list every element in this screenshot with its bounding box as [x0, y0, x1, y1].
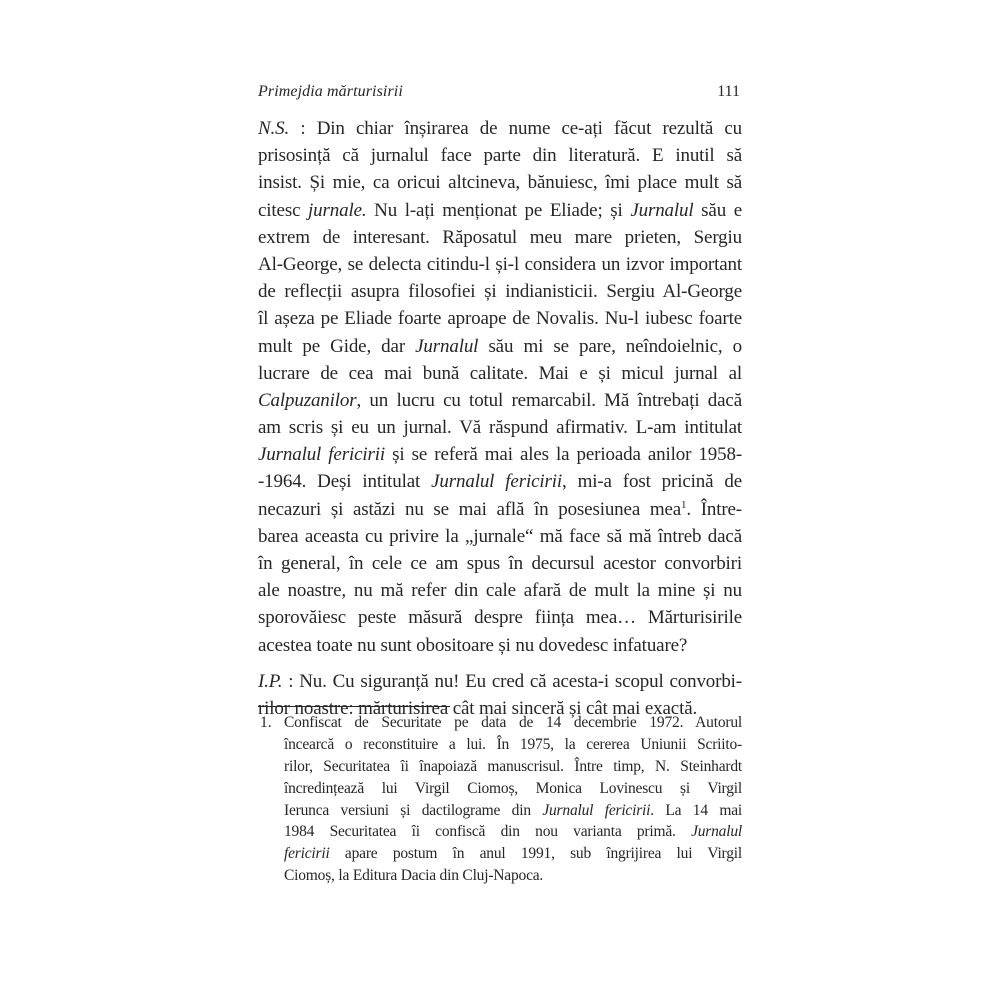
text-span: . Între- [686, 498, 742, 520]
text-span: citesc [258, 199, 309, 221]
footnote-line [284, 712, 742, 734]
text-line [258, 387, 742, 414]
text-span: . La 14 mai [650, 801, 742, 819]
text-span: rilor, Securitatea îi înapoiază manuscrisul. Între timp, N. Steinhardt [284, 757, 742, 775]
text-span: , un lucru cu totul remarcabil. Mă întrebați dacă [356, 389, 742, 411]
footnote-rule [258, 706, 450, 707]
text-span: Ierunca versiuni și dactilograme din [284, 801, 543, 819]
italic-title: fericirii [284, 845, 330, 863]
text-line [258, 604, 742, 631]
text-span: încredințează lui Virgil Ciomoș, Monica Lovinescu și Virgil [284, 779, 742, 797]
text-span: îl așeza pe Eliade foarte aproape de Novalis. Nu-l iubesc foarte [258, 308, 742, 330]
footnote-line [284, 800, 742, 822]
text-line [258, 142, 742, 169]
footnote-reference: 1 [681, 498, 687, 511]
text-span: extrem de interesant. Răposatul meu mare prieten, Sergiu [258, 226, 742, 248]
text-line [258, 668, 742, 695]
page-number: 111 [717, 83, 740, 100]
footnote-line [284, 778, 742, 800]
footnote-line [284, 756, 742, 778]
text-line [258, 577, 742, 604]
running-head-title: Primejdia mărturisirii [258, 83, 403, 100]
italic-title: Jurnalul fericirii [542, 801, 651, 819]
speaker-label-ip: I.P. [258, 670, 283, 692]
text-line [258, 468, 742, 495]
text-span: Confiscat de Securitate pe data de 14 decembrie 1972. Autorul [284, 714, 742, 731]
text-line [258, 278, 742, 305]
text-line [258, 115, 742, 142]
text-span: necazuri și astăzi nu se mai află în posesiunea mea [258, 498, 682, 520]
text-line [258, 197, 742, 224]
paragraph-gap [258, 659, 742, 668]
text-line [258, 414, 742, 441]
text-span: apare postum în anul 1991, sub îngrijirea lui Virgil [329, 845, 742, 863]
text-line [258, 632, 742, 659]
text-line [258, 360, 742, 387]
text-span: în general, în cele ce am spus în decursul acestor convorbiri [258, 553, 742, 574]
paragraph-ns [258, 115, 742, 659]
text-line [258, 169, 742, 196]
text-span: : Din chiar înșirarea de nume ce-ați făcut rezultă cu [300, 118, 742, 139]
text-line [258, 523, 742, 550]
text-span: său e [693, 199, 742, 221]
footnote-line [284, 821, 742, 843]
text-span: acestea toate nu sunt obositoare și nu dovedesc infatuare? [258, 634, 688, 656]
text-line [258, 224, 742, 251]
italic-title: Jurnalul fericirii [258, 444, 386, 466]
body-text [258, 115, 742, 722]
footnote-body [284, 712, 742, 887]
text-line [258, 251, 742, 278]
text-span: barea aceasta cu privire la „jurnale“ mă face să mă întreb dacă [258, 525, 742, 547]
italic-title: jurnale. [308, 199, 367, 221]
italic-title: Jurnalul fericirii [431, 471, 562, 493]
text-span: Nu l-ați menționat pe Eliade; și [366, 199, 631, 221]
text-span: -1964. Deși intitulat [258, 471, 432, 493]
italic-title: Jurnalul [415, 335, 479, 357]
text-span: : Nu. Cu siguranță nu! Eu cred că acesta-i scopul convorbi- [288, 670, 742, 692]
footnote-marker: 1. [260, 714, 272, 731]
text-span: , mi-a fost pricină de [562, 471, 742, 493]
text-span: prisosință că jurnalul face parte din literatură. E inutil să [258, 145, 742, 167]
text-span: său mi se pare, neîndoielnic, o [478, 335, 742, 357]
text-span: sporovăiesc peste măsură despre ființa mea… Mărturisirile [258, 607, 742, 629]
running-head [258, 83, 740, 109]
text-line [258, 496, 742, 523]
speaker-label-ns: N.S. [258, 118, 290, 139]
text-span: Ciomoș, la Editura Dacia din Cluj-Napoca. [284, 867, 544, 885]
text-span: de reflecții asupra filosofiei și indianisticii. Sergiu Al-George [258, 281, 742, 303]
text-span: 1984 Securitatea îi confiscă din nou varianta primă. [284, 823, 692, 841]
text-span: mult pe Gide, dar [258, 335, 416, 357]
text-span: ale noastre, nu mă refer din cale afară de mult la mine și nu [258, 580, 742, 602]
footnote-line [284, 843, 742, 865]
text-span: rilor noastre: mărturisirea cât mai sinceră și cât mai exactă. [258, 697, 698, 719]
text-span: lucrare de cea mai bună calitate. Mai e și micul jurnal al [258, 362, 742, 384]
text-span: și se referă mai ales la perioada anilor 1958- [385, 444, 742, 466]
italic-title: Jurnalul [630, 199, 694, 221]
footnote-line [284, 865, 742, 887]
text-line [258, 441, 742, 468]
text-span: încearcă o reconstituire a lui. În 1975, la cererea Uniunii Scriito- [284, 735, 742, 753]
italic-title: Jurnalul [691, 823, 742, 841]
text-span: am scris și eu un jurnal. Vă răspund afirmativ. L-am intitulat [258, 417, 742, 439]
text-span: Al-George, se delecta citindu-l și-l considera un izvor important [258, 253, 742, 275]
text-line [258, 305, 742, 332]
text-line [258, 550, 742, 577]
text-span: insist. Și mie, ca oricui altcineva, bănuiesc, îmi place mult să [258, 172, 742, 194]
footnote-line [284, 734, 742, 756]
text-line [258, 333, 742, 360]
footnote [258, 712, 742, 887]
italic-title: Calpuzanilor [258, 389, 357, 411]
